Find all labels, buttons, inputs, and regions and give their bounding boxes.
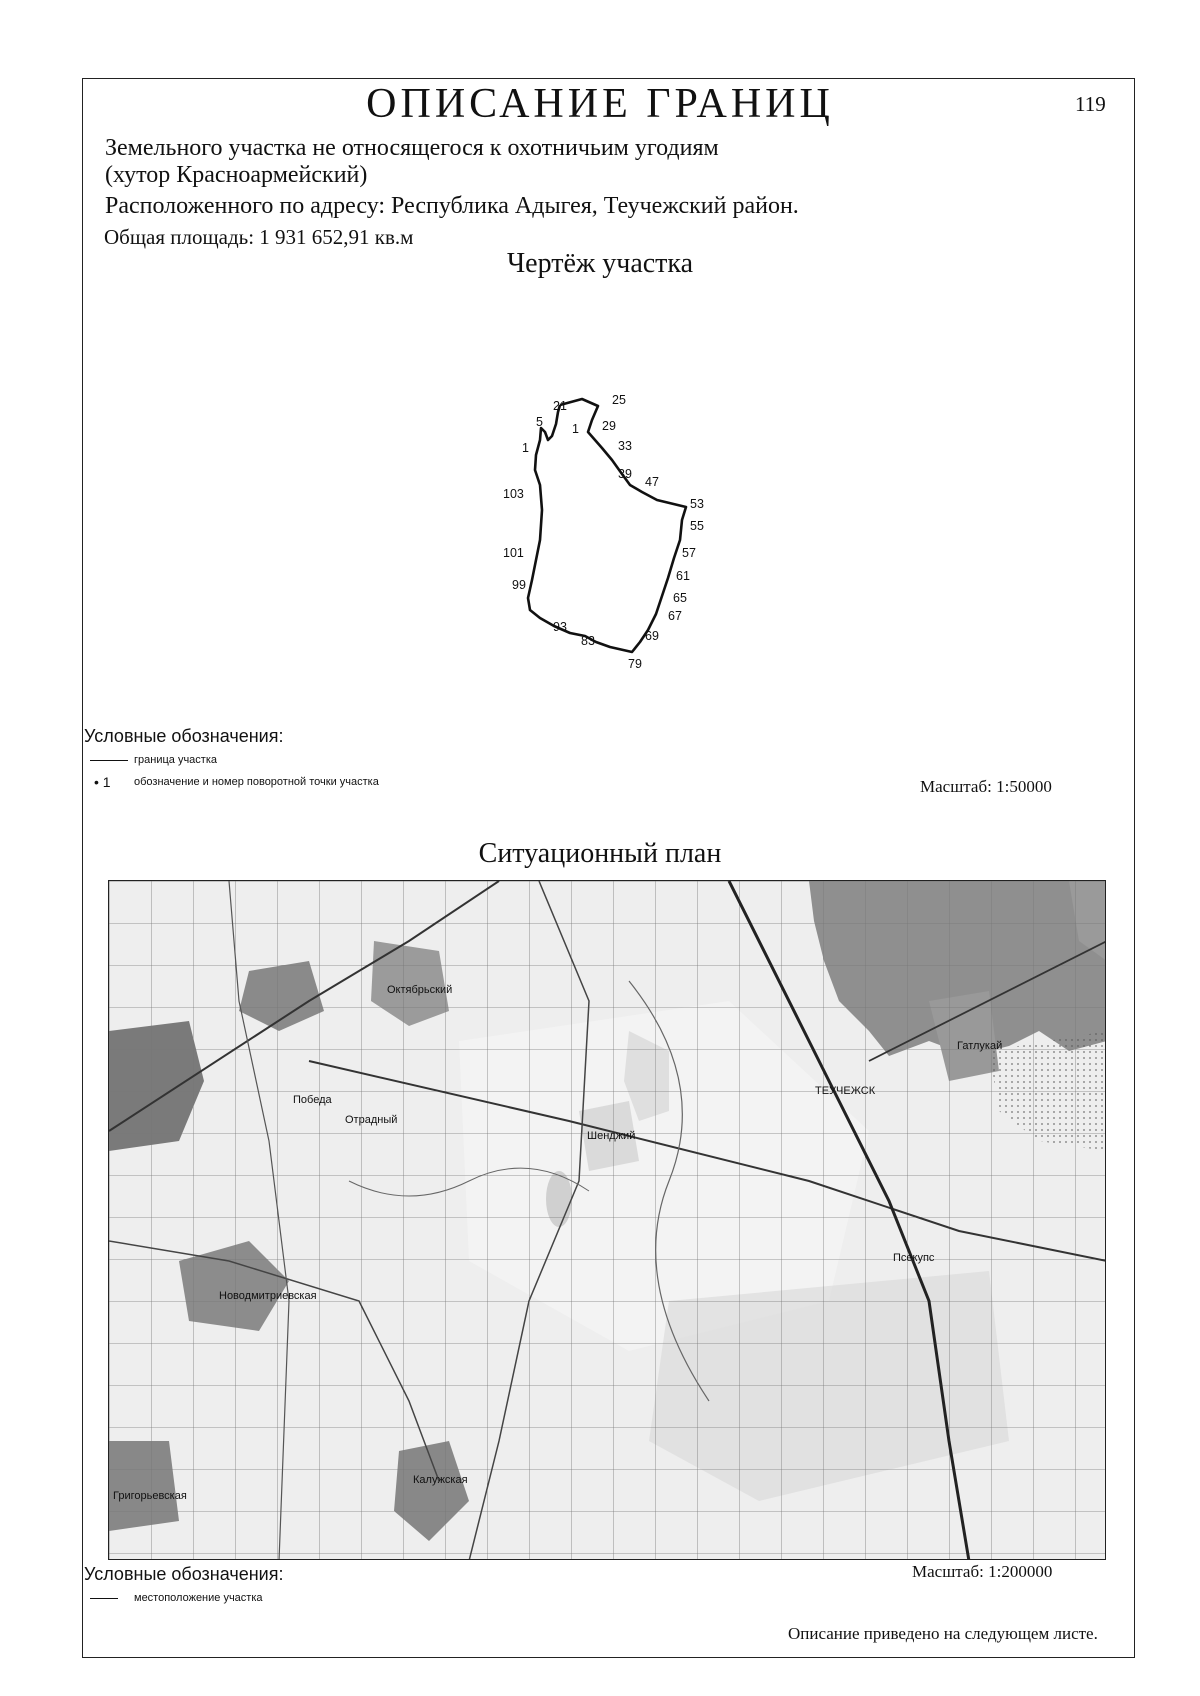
map-label-oktyabrsky: Октябрьский [387,984,453,996]
situation-map [108,880,1106,1560]
point-label-99: 99 [512,578,526,592]
description-line-2: (хутор Красноармейский) [105,162,368,188]
plot-drawing-heading: Чертёж участка [506,248,694,279]
legend-location-line-sample [90,1598,118,1599]
plot-legend-heading: Условные обозначения: [84,726,284,746]
point-label-1a: 1 [522,441,529,455]
map-label-kalyuzhskaya: Калужская [413,1474,468,1486]
map-label-pobeda: Победа [293,1094,332,1106]
legend-boundary-line-sample [90,760,128,761]
legend-point-symbol: • 1 [94,774,111,790]
point-label-61: 61 [676,569,690,583]
description-area: Общая площадь: 1 931 652,91 кв.м [104,225,414,249]
page-number: 119 [1075,92,1106,116]
page-title: ОПИСАНИЕ ГРАНИЦ [366,81,834,127]
point-label-1b: 1 [572,422,579,436]
point-label-33: 33 [618,439,632,453]
point-label-47: 47 [645,475,659,489]
point-label-83: 83 [581,634,595,648]
map-legend-heading: Условные обозначения: [84,1564,284,1584]
situation-map-graphic [109,881,1106,1560]
plot-scale: Масштаб: 1:50000 [920,777,1052,796]
map-label-teuchezhsk: ТЕУЧЕЖСК [815,1085,876,1097]
description-line-1: Земельного участка не относящегося к охотничьим угодиям [105,135,719,161]
map-label-novodmitrievskaya: Новодмитриевская [219,1290,317,1302]
footer-note: Описание приведено на следующем листе. [788,1624,1098,1643]
map-scale: Масштаб: 1:200000 [912,1562,1053,1581]
map-label-gatlukay: Гатлукай [957,1040,1003,1052]
map-label-psekups: Псекупс [893,1252,935,1264]
map-label-shendzhy: Шенджий [587,1130,636,1142]
legend-location-label: местоположение участка [134,1592,263,1604]
plot-boundary-line [528,399,686,652]
point-label-57: 57 [682,546,696,560]
map-label-grigorievskaya: Григорьевская [113,1490,187,1502]
legend-point-label: обозначение и номер поворотной точки участка [134,776,379,788]
point-label-21: 21 [553,399,567,413]
situation-plan-heading: Ситуационный план [478,838,722,869]
legend-boundary-label: граница участка [134,754,217,766]
point-label-79: 79 [628,657,642,671]
point-label-65: 65 [673,591,687,605]
point-label-67: 67 [668,609,682,623]
point-label-101: 101 [503,546,524,560]
point-label-39: 39 [618,467,632,481]
plot-boundary-drawing [480,380,720,680]
point-label-93: 93 [553,620,567,634]
point-label-55: 55 [690,519,704,533]
description-address: Расположенного по адресу: Республика Адыгея, Теучежский район. [105,193,799,219]
point-label-25: 25 [612,393,626,407]
point-label-53: 53 [690,497,704,511]
point-label-5: 5 [536,415,543,429]
point-label-69: 69 [645,629,659,643]
map-label-otradny: Отрадный [345,1114,398,1126]
point-label-29: 29 [602,419,616,433]
point-label-103: 103 [503,487,524,501]
